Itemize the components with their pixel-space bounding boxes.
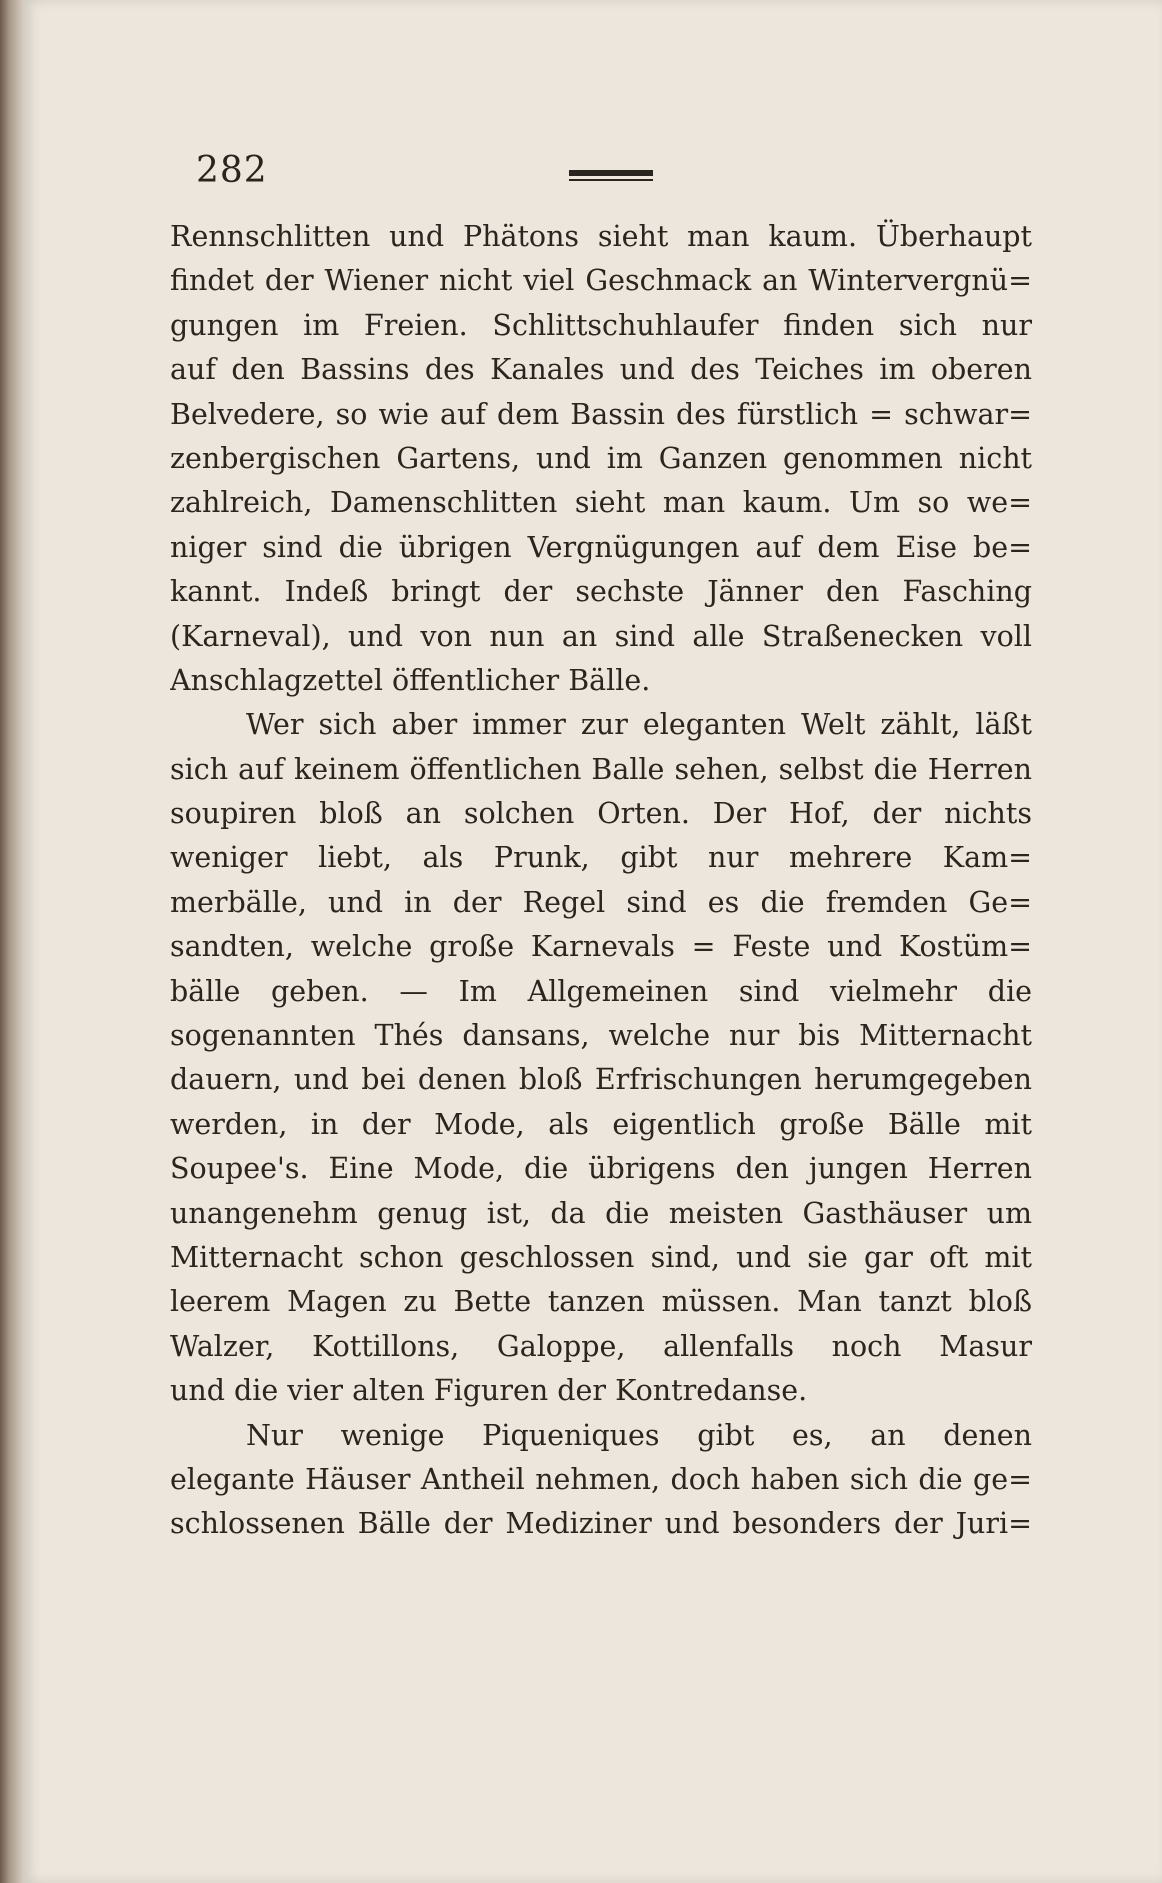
paragraph-3: [170, 1414, 1032, 1547]
text-line: bälle geben. — Im Allgemeinen sind vielmehr die: [170, 974, 1032, 1008]
text-line: Walzer, Kottillons, Galoppe, allenfalls noch Masur: [170, 1329, 1032, 1363]
text-line: sogenannten Thés dansans, welche nur bis Mitternacht: [170, 1019, 1032, 1053]
text-line: dauern, und bei denen bloß Erfrischungen herumgegeben: [170, 1063, 1032, 1097]
text-line: (Karneval), und von nun an sind alle Straßenecken voll: [170, 619, 1032, 653]
text-line: sandten, welche große Karnevals = Feste und Kostüm=: [170, 930, 1032, 964]
text-line: findet der Wiener nicht viel Geschmack an Wintervergnü=: [170, 264, 1032, 298]
text-line: merbälle, und in der Regel sind es die fremden Ge=: [170, 885, 1032, 919]
text-line: weniger liebt, als Prunk, gibt nur mehrere Kam=: [170, 841, 1032, 875]
body-text: [170, 215, 1032, 1547]
text-line: zahlreich, Damenschlitten sieht man kaum. Um so we=: [170, 486, 1032, 520]
text-line: schlossenen Bälle der Mediziner und besonders der Juri=: [170, 1507, 1032, 1541]
text-line: Mitternacht schon geschlossen sind, und sie gar oft mit: [170, 1240, 1032, 1274]
text-line: elegante Häuser Antheil nehmen, doch haben sich die ge=: [170, 1462, 1032, 1496]
text-line: unangenehm genug ist, da die meisten Gasthäuser um: [170, 1196, 1032, 1230]
text-line: kannt. Indeß bringt der sechste Jänner den Fasching: [170, 575, 1032, 609]
text-line: Belvedere, so wie auf dem Bassin des fürstlich = schwar=: [170, 397, 1032, 431]
text-line: Nur wenige Piqueniques gibt es, an denen: [246, 1418, 1032, 1452]
book-spine-edge: [0, 0, 24, 1883]
page-number: 282: [196, 150, 268, 191]
text-line: werden, in der Mode, als eigentlich große Bälle mit: [170, 1107, 1032, 1141]
paragraph-2: [170, 703, 1032, 1413]
text-line: Wer sich aber immer zur eleganten Welt zählt, läßt: [246, 708, 1032, 742]
text-line: leerem Magen zu Bette tanzen müssen. Man tanzt bloß: [170, 1285, 1032, 1319]
text-line: sich auf keinem öffentlichen Balle sehen, selbst die Herren: [170, 752, 1032, 786]
header-rule-thin: [569, 179, 653, 181]
text-line: soupiren bloß an solchen Orten. Der Hof, der nichts: [170, 797, 1032, 831]
text-line: auf den Bassins des Kanales und des Teiches im oberen: [170, 353, 1032, 387]
text-line: gungen im Freien. Schlittschuhlaufer finden sich nur: [170, 308, 1032, 342]
header-rule-thick: [569, 170, 653, 176]
text-line: und die vier alten Figuren der Kontredanse.: [170, 1374, 808, 1408]
text-line: Rennschlitten und Phätons sieht man kaum. Überhaupt: [170, 220, 1032, 253]
header-ornament-rule: [569, 170, 653, 182]
paragraph-1: [170, 215, 1032, 703]
page-header: [174, 150, 1054, 200]
text-line: Anschlagzettel öffentlicher Bälle.: [170, 663, 651, 697]
text-line: niger sind die übrigen Vergnügungen auf dem Eise be=: [170, 530, 1032, 564]
text-line: zenbergischen Gartens, und im Ganzen genommen nicht: [170, 441, 1032, 475]
text-line: Soupee's. Eine Mode, die übrigens den jungen Herren: [170, 1152, 1032, 1186]
